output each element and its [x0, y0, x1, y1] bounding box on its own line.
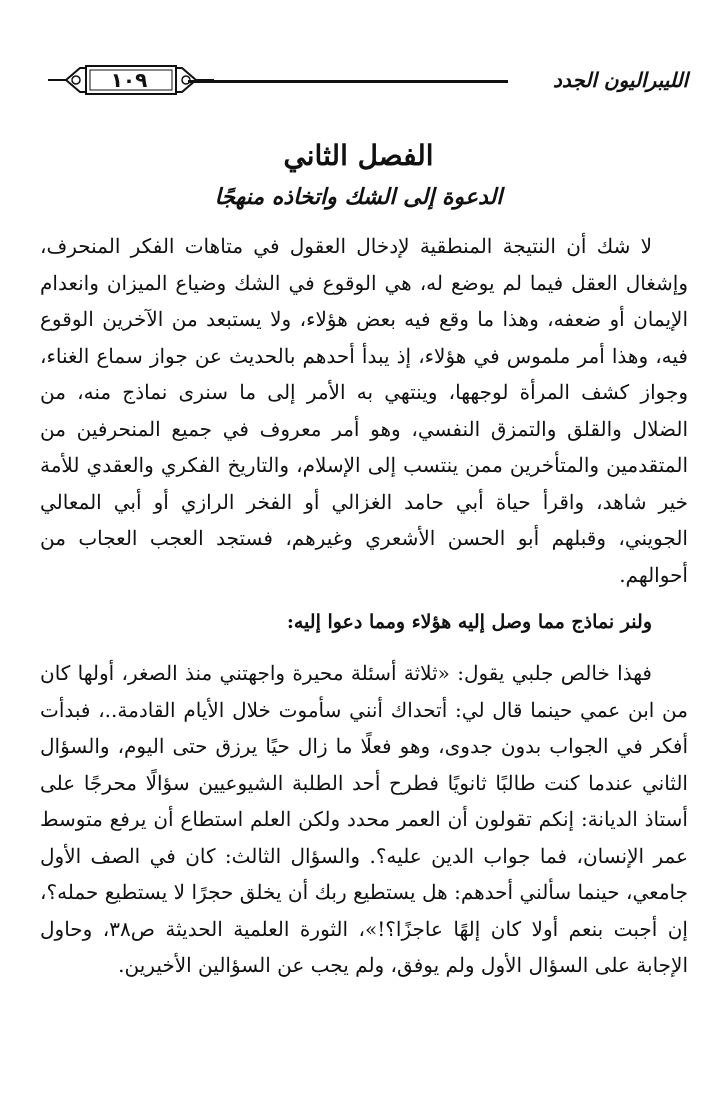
body-paragraph-1: لا شك أن النتيجة المنطقية لإدخال العقول في متاهات الفكر المنحرف، وإشغال العقل فيما لم يوضع له، هي الوقوع في الشك وضياع الميزان وانعدام الإيمان أو ضعفه، وهذا ما وقع فيه بعض هؤلاء، ولا يستبعد من الآخرين الوقوع فيه، وهذا أمر ملموس في هؤلاء، إذ يبدأ أحدهم بالحديث عن جواز سماع الغناء، وجواز كشف المرأة لوجهها، وينتهي به الأمر إلى ما سنرى نماذج منه، من الضلال والقلق والتمزق النفسي، وهو أمر معروف في جميع المنحرفين من المتقدمين والمتأخرين ممن ينتسب إلى الإسلام، والتاريخ الفكري والعقدي للأمة خير شاهد، واقرأ حياة أبي حامد الغزالي أو الفخر الرازي أو أبي المعالي الجويني، وقبلهم أبو الحسن الأشعري وغيرهم، فستجد العجب العجاب من أحوالهم.: [40, 234, 688, 587]
chapter-label: الفصل الثاني: [283, 139, 434, 172]
chapter-title: الدعوة إلى الشك واتخاذه منهجًا: [214, 185, 503, 210]
header-rule: [188, 80, 508, 83]
book-title: الليبراليون الجدد: [552, 68, 688, 92]
body-paragraph-3: فهذا خالص جلبي يقول: «ثلاثة أسئلة محيرة واجهتني منذ الصغر، أولها كان من ابن عمي حينما قال لي: أتحداك أنني سأموت خلال الأيام القادمة..، فبدأت أفكر في الجواب بدون جدوى، وهو فعلًا ما زال حيًا يرزق حتى اليوم، والسؤال الثاني عندما كنت طالبًا ثانويًا فطرح أحد الطلبة الشيوعيين سؤالًا محرجًا على أستاذ الديانة: إنكم تقولون أن العمر محدد ولكن العلم استطاع أن يرفع متوسط عمر الإنسان، فما جواب الدين عليه؟. والسؤال الثالث: كان في الصف الأول جامعي، حينما سألني أحدهم: هل يستطيع ربك أن يخلق حجرًا لا يستطيع حمله؟، إن أجبت بنعم أولا كان إلهًا عاجزًا؟!»، الثورة العلمية الحديثة ص٣٨، وحاول الإجابة على السؤال الأول ولم يوفق، ولم يجب عن السؤالين الأخيرين.: [40, 661, 688, 977]
body-paragraph-2: ولنر نماذج مما وصل إليه هؤلاء ومما دعوا إليه:: [286, 611, 652, 633]
running-header: [38, 60, 688, 100]
page-number: ١٠٩: [110, 68, 148, 92]
